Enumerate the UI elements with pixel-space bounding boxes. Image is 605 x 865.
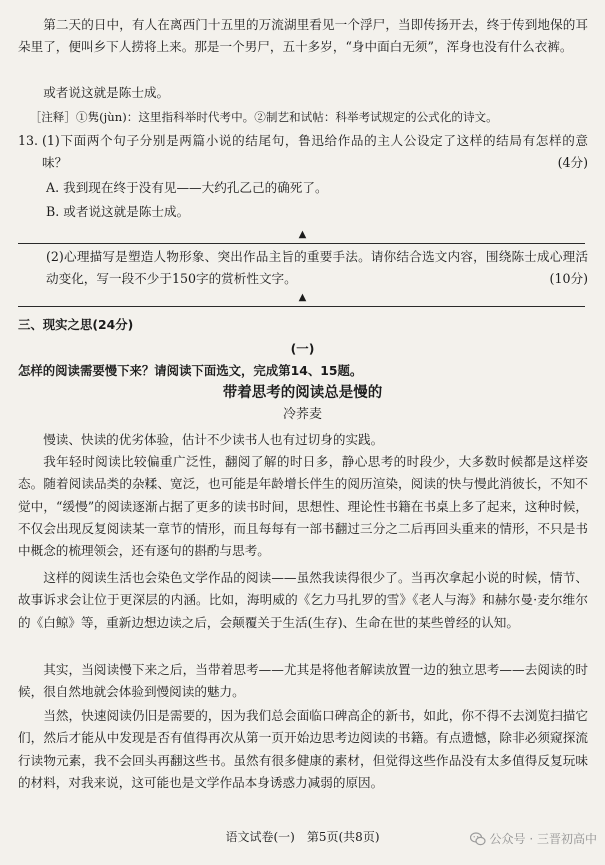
reading-instruction: 怎样的阅读需要慢下来？请阅读下面选文，完成第14、15题。: [18, 363, 363, 378]
story-paragraph-1: 第二天的日中，有人在离西门十五里的万流湖里看见一个浮尸，当即传扬开去，终于传到地保的耳朵里了，便叫乡下人捞将上来。那是一个男尸，五十多岁，“身中面白无须”，浑身也没有什么衣裤。: [18, 17, 588, 55]
question-number: 13.: [18, 133, 39, 148]
divider-line-2: [18, 306, 585, 307]
article-paragraph-5: 当然，快速阅读仍旧是需要的，因为我们总会面临口碑高企的新书，如此，你不得不去浏览扫描它们，然后才能从中发现是否有值得再次从第一页开始边思考边阅读的书籍。有点遗憾，除非必须窥探流行读物元素，我不会回头再翻这些书。虽然有很多健康的素材，但觉得这些作品没有太多值得反复玩味的材料，对我来说，这可能也是文学作品本身诱惑力减弱的原因。: [18, 708, 588, 790]
page-footer: 语文试卷(一) 第5页(共8页): [225, 830, 380, 844]
article-author: 冷荞麦: [282, 407, 322, 422]
story-paragraph-2: 或者说这就是陈士成。: [43, 85, 170, 100]
subsection-number: (一): [290, 341, 315, 356]
watermark: [470, 830, 597, 848]
question-13-part1-text: (1)下面两个句子分别是两篇小说的结尾句，鲁迅给作品的主人公设定了这样的结局有怎样的意味？: [42, 133, 588, 171]
article-paragraph-4: 其实，当阅读慢下来之后，当带着思考——尤其是将他者解读放置一边的独立思考——去阅读的时候，很自然地就会体验到慢阅读的魅力。: [18, 662, 588, 700]
article-paragraph-1: 慢读、快读的优劣体验，估计不少读书人也有过切身的实践。: [43, 432, 384, 447]
article-title: 带着思考的阅读总是慢的: [222, 385, 383, 401]
answer-mark-2: ▲: [298, 292, 307, 303]
option-b: B. 或者说这就是陈士成。: [46, 204, 190, 219]
question-13-part2: [46, 246, 588, 291]
article-paragraph-3: 这样的阅读生活也会染色文学作品的阅读——虽然我读得很少了。当再次拿起小说的时候，情节、故事诉求会让位于更深层的内涵。比如，海明威的《乞力马扎罗的雪》《老人与海》和赫尔曼·麦尔维尔的《白鲸》等，重新边想边读之后，会颠覆关于生活(生存)、生命在世的某些曾经的认知。: [18, 570, 588, 630]
option-a: A. 我到现在终于没有见——大约孔乙己的确死了。: [46, 180, 328, 195]
wechat-icon: [470, 832, 486, 846]
answer-mark-1: ▲: [298, 229, 307, 240]
question-13-part2-score: (10分): [549, 271, 588, 287]
question-13-part2-text: (2)心理描写是塑造人物形象、突出作品主旨的重要手法。请你结合选文内容，围绕陈士成心理活动变化，写一段不少于150字的赏析性文字。: [46, 249, 588, 287]
question-13-part1-score: (4分): [557, 155, 588, 171]
annotation-note: ［注释］①隽(jùn)：这里指科举时代考中。②制艺和试帖：科举考试规定的公式化的诗文。: [29, 110, 498, 124]
article-paragraph-2: 我年轻时阅读比较偏重广泛性，翻阅了解的时日多，静心思考的时段少，大多数时候都是这样姿态。随着阅读品类的杂糅、宽泛，也可能是年龄增长伴生的阅历渲染，阅读的快与慢此消彼长，不知不觉中，“缓慢”的阅读逐渐占据了更多的读书时间，思想性、理论性书籍在书桌上多了起来，这种时候，不仅会出现反复阅读某一章节的情形，而且每每有一部书翻过三分之二后再回头重来的情形，不只是书中概念的梳理领会，还有逐句的斟酌与思考。: [18, 454, 588, 559]
section-heading: 三、现实之思(24分): [18, 317, 134, 332]
divider-line-1: [18, 243, 585, 244]
watermark-text: 公众号 · 三晋初高中: [489, 832, 597, 846]
question-13-part1: [42, 130, 588, 175]
